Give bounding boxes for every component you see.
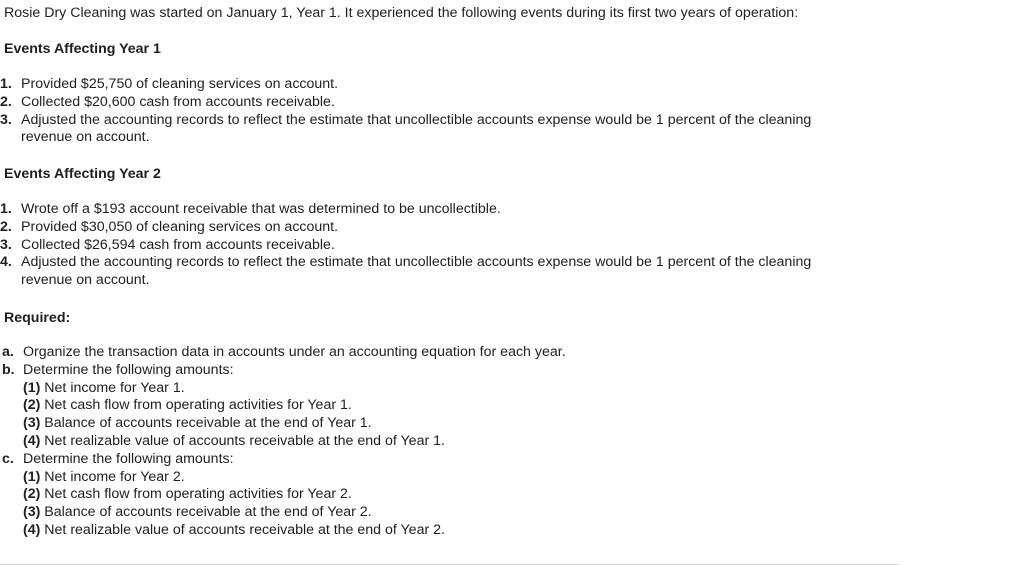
event-number: 1. [0,201,12,217]
sub-item [23,486,566,504]
sub-item [23,522,566,540]
sub-text: Balance of accounts receivable at the end of Year 2. [44,504,372,521]
event-text: Collected $20,600 cash from accounts receivable. [21,93,335,110]
sub-item [23,469,566,487]
year1-heading: Events Affecting Year 1 [4,41,161,57]
required-text: Organize the transaction data in accounts under an accounting equation for each year. [23,344,566,360]
sub-text: Net realizable value of accounts receivable at the end of Year 2. [44,521,445,538]
intro-text: Rosie Dry Cleaning was started on January 1, Year 1. It experienced the following events during its first two years of operation: [4,5,799,21]
event-number: 2. [0,93,12,110]
year2-event-4 [0,254,811,290]
event-text-line1: Adjusted the accounting records to reflect the estimate that uncollectible accounts expense would be 1 percent of the cleaning [21,111,812,128]
year1-event-3 [0,112,811,148]
year2-heading: Events Affecting Year 2 [4,166,161,182]
sub-text: Net realizable value of accounts receivable at the end of Year 1. [44,432,445,449]
event-text-line1: Adjusted the accounting records to reflect the estimate that uncollectible accounts expense would be 1 percent of the cleaning [21,254,812,271]
sub-number: (1) [23,379,41,396]
required-text: Determine the following amounts: [23,450,234,467]
required-c-sublist [23,469,566,540]
required-heading: Required: [4,310,71,326]
event-text: Wrote off a $193 account receivable that was determined to be uncollectible. [21,201,501,217]
event-number: 4. [0,254,12,271]
required-a [0,344,566,362]
sub-number: (1) [23,468,41,485]
year2-events-list [0,201,811,290]
sub-item [23,397,566,415]
event-number: 2. [0,218,12,235]
year1-event-1 [0,76,811,94]
event-text: Collected $26,594 cash from accounts receivable. [21,236,335,253]
required-b [0,362,566,451]
sub-item [23,380,566,398]
sub-number: (3) [23,504,41,521]
year2-event-2 [0,219,811,237]
sub-number: (2) [23,486,41,503]
required-text: Determine the following amounts: [23,361,234,378]
required-list [0,344,566,540]
year2-event-1 [0,201,811,219]
sub-item [23,433,566,451]
required-c [0,451,566,540]
sub-number: (4) [23,432,41,449]
event-text-line2: revenue on account. [21,272,150,289]
year1-event-2 [0,94,811,112]
sub-number: (2) [23,397,41,414]
event-text: Provided $25,750 of cleaning services on account. [21,76,339,92]
sub-number: (3) [23,415,41,432]
sub-text: Net income for Year 1. [44,379,185,396]
sub-number: (4) [23,521,41,538]
required-letter: b. [2,361,15,378]
year2-event-3 [0,237,811,255]
year1-events-list [0,76,811,147]
sub-text: Net cash flow from operating activities for Year 1. [44,397,352,414]
required-b-sublist [23,380,566,451]
sub-item [23,504,566,522]
required-letter: a. [2,344,14,360]
sub-text: Balance of accounts receivable at the end of Year 1. [44,415,372,432]
required-letter: c. [2,450,14,467]
event-text-line2: revenue on account. [21,129,150,146]
event-number: 3. [0,111,12,128]
event-text: Provided $30,050 of cleaning services on account. [21,218,339,235]
sub-text: Net income for Year 2. [44,468,185,485]
sub-text: Net cash flow from operating activities for Year 2. [44,486,352,503]
event-number: 1. [0,76,12,92]
sub-item [23,415,566,433]
event-number: 3. [0,236,12,253]
